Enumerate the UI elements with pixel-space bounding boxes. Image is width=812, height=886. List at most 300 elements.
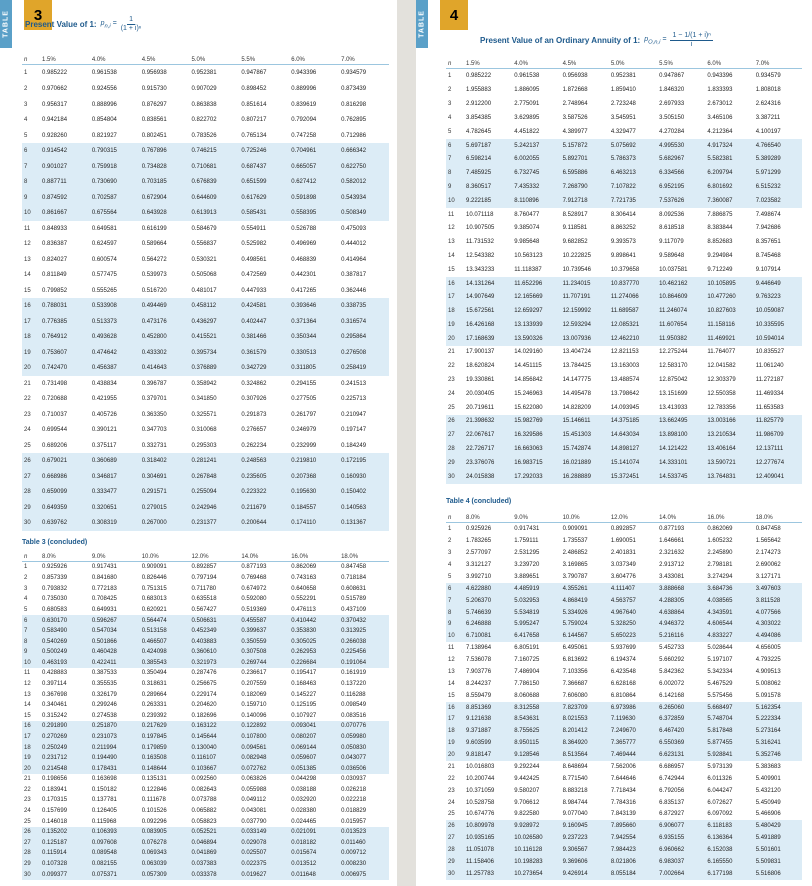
period-cell: 9 [446,180,464,194]
value-cell: 0.242946 [190,500,240,516]
value-cell: 8.201412 [561,725,609,737]
value-cell: 10.059087 [754,304,802,318]
value-cell: 0.793832 [42,585,68,592]
value-cell: 5.162354 [754,702,802,714]
value-cell: 10.837770 [609,277,657,291]
period-cell: 18 [446,725,464,737]
period-cell: 21 [448,349,455,356]
value-cell: 7.903776 [466,668,492,675]
value-cell: 0.150402 [339,484,389,500]
value-cell: 0.135202 [40,827,90,838]
period-cell: 8 [446,166,464,180]
period-cell: 23 [24,411,31,418]
value-cell: 0.082948 [239,753,289,764]
rate-column-header: 18.0% [339,553,389,562]
value-cell: 6.136364 [705,832,753,844]
value-cell: 0.712986 [341,132,367,139]
value-cell: 8.357651 [755,239,781,246]
table-row [446,166,802,180]
value-cell: 4.868419 [561,595,609,607]
value-cell: 5.534819 [512,607,560,619]
value-cell: 5.409901 [755,775,781,782]
value-cell: 8.863252 [610,225,636,232]
period-cell: 20 [446,749,464,761]
value-cell: 1.833393 [707,87,733,94]
period-cell: 25 [24,442,31,449]
value-cell: 0.767896 [140,143,190,159]
value-cell: 0.262953 [289,647,339,658]
value-cell: 2.245890 [707,550,733,557]
period-cell: 14 [448,680,455,687]
value-cell: 0.643928 [140,205,190,221]
value-cell: 7.107822 [609,180,657,194]
value-cell: 5.328250 [609,618,657,630]
value-cell: 0.847458 [341,564,367,571]
value-cell: 9.160945 [561,820,609,832]
value-cell: 12.165669 [512,290,560,304]
value-cell: 14.131264 [464,277,512,291]
value-cell: 15.146611 [561,415,609,429]
value-cell: 0.821927 [91,132,117,139]
value-cell: 0.063826 [241,776,267,783]
value-cell: 6.872927 [659,811,685,818]
value-cell: 11.652296 [512,277,560,291]
value-cell: 0.397114 [42,681,67,688]
table-row [22,827,389,838]
value-cell: 10.594014 [754,332,802,346]
value-cell: 0.496969 [291,241,317,248]
period-cell: 16 [446,702,464,714]
value-cell: 0.676839 [190,174,240,190]
period-cell: 26 [22,827,40,838]
value-cell: 16.021889 [561,456,609,470]
value-cell: 0.474642 [90,345,140,361]
value-cell: 0.255094 [190,484,240,500]
value-cell: 5.877455 [705,737,753,749]
table-row [446,607,802,619]
value-cell: 13.151699 [659,390,688,397]
value-cell: 1.735537 [562,538,588,545]
value-cell: 6.742944 [659,775,685,782]
value-cell: 0.125195 [291,702,317,709]
value-cell: 4.833227 [705,630,753,642]
value-cell: 8.110896 [512,194,560,208]
value-cell: 7.249670 [609,725,657,737]
table-row [22,236,389,252]
value-cell: 5.575456 [707,692,733,699]
table-row [446,713,802,725]
value-cell: 0.679021 [40,453,90,469]
value-cell: 6.810864 [610,692,636,699]
value-cell: 6.044247 [707,787,733,794]
value-cell: 0.985222 [42,70,68,77]
value-cell: 10.198283 [512,856,560,868]
value-cell: 0.649359 [40,500,90,516]
period-cell: 23 [448,787,455,794]
value-cell: 9.928972 [512,820,560,832]
period-cell: 28 [446,844,464,856]
value-cell: 0.145644 [190,732,240,743]
value-cell: 6.960662 [657,844,705,856]
value-cell: 0.239392 [141,712,167,719]
value-cell: 0.191064 [339,658,389,669]
value-cell: 0.030937 [341,776,367,783]
value-cell: 0.320651 [90,500,140,516]
value-cell: 0.037790 [241,818,267,825]
value-cell: 0.107328 [40,859,90,870]
value-cell: 0.433302 [140,345,190,361]
value-cell: 2.486852 [562,550,588,557]
period-cell: 7 [22,626,40,637]
value-cell: 0.649581 [91,225,117,232]
value-cell: 9.426914 [561,868,609,880]
value-cell: 0.137220 [341,681,367,688]
rate-column-header: 18.0% [754,514,802,523]
table-row [446,304,802,318]
table-row [446,583,802,595]
value-cell: 0.107927 [291,712,317,719]
value-cell: 0.281241 [190,453,240,469]
value-cell: 10.026580 [512,832,560,844]
period-cell: 20 [446,332,464,346]
value-cell: 16.663063 [512,442,560,456]
value-cell: 4.793225 [755,657,781,664]
period-cell: 27 [446,832,464,844]
table-row [22,438,389,454]
table-row [22,143,389,159]
value-cell: 0.851614 [241,101,267,108]
value-cell: 8.618518 [659,225,685,232]
value-cell: 7.843139 [610,811,636,818]
table-row [446,139,802,153]
value-cell: 1.646661 [659,538,685,545]
value-cell: 0.370432 [339,615,389,626]
rate-column-header: 6.0% [705,60,753,69]
table-row [22,97,389,113]
value-cell: 6.144567 [561,630,609,642]
value-cell: 0.236617 [241,670,267,677]
value-cell: 0.567427 [191,606,217,613]
value-cell: 0.172195 [339,453,389,469]
table-row [446,69,802,84]
value-cell: 0.207559 [241,681,267,688]
value-cell: 17.168639 [464,332,512,346]
value-cell: 7.360087 [705,194,753,208]
value-cell: 7.721735 [609,194,657,208]
value-cell: 5.242137 [512,139,560,153]
value-cell: 0.318631 [141,681,167,688]
value-cell: 0.387817 [341,272,367,279]
period-cell: 22 [24,396,31,403]
value-cell: 4.485919 [512,583,560,595]
period-cell: 23 [24,797,31,804]
table-row [446,654,802,666]
value-cell: 5.928841 [705,749,753,761]
period-cell: 10 [446,194,464,208]
value-cell: 0.924556 [91,86,117,93]
period-cell: 24 [448,799,455,806]
period-cell: 13 [24,256,31,263]
table-row [446,125,802,139]
value-cell: 6.973986 [609,702,657,714]
table-row [22,128,389,144]
value-cell: 13.413933 [659,404,688,411]
value-cell: 7.268790 [561,180,609,194]
value-cell: 5.682967 [657,152,705,166]
value-cell: 0.627412 [289,174,339,190]
value-cell: 3.604776 [610,573,636,580]
value-cell: 0.475093 [341,225,367,232]
value-cell: 0.438834 [91,380,117,387]
table-row [446,595,802,607]
value-cell: 10.809978 [464,820,512,832]
rate-column-header: 5.0% [190,56,240,65]
value-cell: 11.272187 [755,377,784,384]
value-cell: 6.334566 [657,166,705,180]
value-cell: 0.952381 [610,73,636,80]
table-row [22,869,389,880]
value-cell: 0.367698 [42,691,68,698]
period-cell: 18 [22,742,40,753]
value-cell: 0.376889 [190,360,240,376]
value-cell: 0.762895 [341,117,367,124]
period-column-header: n [22,553,40,562]
table-row [22,562,389,573]
value-cell: 6.467420 [657,725,705,737]
value-cell: 5.342334 [707,668,733,675]
rate-column-header: 9.0% [90,553,140,562]
value-cell: 6.710081 [464,630,512,642]
value-cell: 0.026218 [341,786,367,793]
value-cell: 8.528917 [562,211,588,218]
value-cell: 0.330513 [289,345,339,361]
value-cell: 7.138964 [466,645,492,652]
value-cell: 0.494469 [140,298,190,314]
value-cell: 0.069144 [289,742,339,753]
table-row [22,647,389,658]
value-cell: 9.117079 [659,239,684,246]
period-cell: 7 [446,152,464,166]
value-cell: 0.111678 [141,797,166,804]
period-cell: 18 [22,329,40,345]
value-cell: 5.452733 [659,645,685,652]
value-cell: 10.222825 [562,252,591,259]
value-cell: 8.851369 [464,702,512,714]
table-row [22,65,389,82]
value-cell: 5.697187 [464,139,512,153]
value-cell: 0.558395 [289,205,339,221]
period-cell: 3 [448,550,452,557]
value-cell: 9.385074 [514,225,540,232]
value-cell: 6.177198 [705,868,753,880]
value-cell: 6.209794 [705,166,753,180]
table-row [22,314,389,330]
value-cell: 0.613913 [190,205,240,221]
value-cell: 12.659297 [512,304,560,318]
period-cell: 17 [446,713,464,725]
value-cell: 0.063039 [140,859,190,870]
value-cell: 10.528758 [466,799,495,806]
rate-column-header: 10.0% [561,514,609,523]
value-cell: 9.128546 [512,749,560,761]
value-cell: 15.141074 [609,456,657,470]
value-cell: 0.248563 [239,453,289,469]
value-cell: 24.015838 [464,470,512,484]
period-cell: 21 [448,763,455,770]
value-cell: 0.195630 [289,484,339,500]
value-cell: 9.985648 [514,239,540,246]
value-cell: 0.353830 [289,626,339,637]
value-cell: 0.687437 [239,159,289,175]
value-cell: 0.644609 [190,190,240,206]
value-cell: 10.116128 [512,844,560,856]
value-cell: 0.258419 [339,360,389,376]
value-cell: 0.340461 [42,702,68,709]
value-cell: 0.059980 [339,732,389,743]
value-cell: 0.015957 [341,818,367,825]
value-cell: 0.225456 [339,647,389,658]
value-cell: 0.163122 [190,721,240,732]
value-cell: 5.450949 [755,799,781,806]
value-cell: 0.447933 [241,287,267,294]
value-cell: 13.798642 [610,390,640,397]
value-cell: 3.387211 [755,114,781,121]
value-cell: 0.943396 [707,73,733,80]
rate-column-header: 4.5% [140,56,190,65]
value-cell: 0.743163 [291,575,317,582]
value-cell: 1.955883 [466,87,492,94]
value-cell: 10.674776 [466,811,495,818]
value-cell: 0.241513 [341,380,367,387]
value-cell: 11.950382 [657,332,705,346]
value-cell: 0.589664 [141,241,167,248]
present-value-table [22,56,389,531]
table-row [446,456,802,470]
table-row [446,235,802,249]
value-cell: 0.025507 [239,848,289,859]
value-cell: 0.276508 [339,345,389,361]
value-cell: 16.983715 [512,456,560,470]
value-cell: 0.874592 [40,190,90,206]
table-row [22,112,389,128]
period-cell: 13 [24,691,31,698]
value-cell: 5.028644 [707,645,733,652]
value-cell: 6.118183 [705,820,753,832]
rate-column-header: 6.0% [289,56,339,65]
table-4-concluded-title: Table 4 (concluded) [446,498,512,505]
period-cell: 4 [448,562,452,569]
value-cell: 4.343591 [705,607,753,619]
value-cell: 1.565642 [755,538,781,545]
table-title [480,32,713,49]
value-cell: 0.346817 [90,469,140,485]
value-cell: 0.097608 [90,837,140,848]
period-cell: 12 [448,657,455,664]
value-cell: 0.226684 [289,658,339,669]
value-cell: 0.396787 [141,380,167,387]
value-cell: 3.545951 [610,114,636,121]
value-cell: 0.107800 [239,732,289,743]
value-cell: 11.234015 [561,277,609,291]
value-cell: 0.381466 [239,329,289,345]
value-cell: 11.653583 [755,404,784,411]
period-cell: 15 [448,692,455,699]
value-cell: 0.822702 [191,117,217,124]
period-cell: 6 [22,143,40,159]
value-cell: 0.073788 [191,797,217,804]
value-cell: 0.892857 [191,564,217,571]
value-cell: 7.823709 [561,702,609,714]
value-cell: 0.341850 [191,396,217,403]
value-cell: 0.493628 [90,329,140,345]
table-3-top [22,56,389,531]
value-cell: 0.194490 [90,753,140,764]
value-cell: 0.137781 [91,797,117,804]
value-cell: 0.019627 [239,869,289,880]
value-cell: 0.582012 [339,174,389,190]
period-cell: 16 [446,277,464,291]
value-cell: 0.390121 [91,427,117,434]
value-cell: 0.131367 [339,515,389,531]
value-cell: 0.157699 [42,807,68,814]
value-cell: 0.266038 [339,636,389,647]
value-cell: 0.223322 [239,484,289,500]
period-cell: 12 [448,225,455,232]
table-row [446,97,802,111]
side-tab-label: TABLE [418,10,426,38]
value-cell: 6.952195 [657,180,705,194]
value-cell: 8.648694 [562,763,588,770]
value-cell: 10.835527 [755,349,785,356]
value-cell: 0.402447 [239,314,289,330]
value-cell: 0.635518 [191,596,217,603]
value-cell: 0.708425 [91,596,117,603]
value-cell: 6.595886 [561,166,609,180]
value-cell: 0.270269 [40,732,90,743]
period-cell: 11 [448,645,455,652]
value-cell: 0.295864 [339,329,389,345]
table-row [22,615,389,626]
value-cell: 16.329586 [512,428,560,442]
value-cell: 0.250249 [40,742,90,753]
value-cell: 0.909091 [562,526,588,533]
value-cell: 7.606080 [562,692,588,699]
value-cell: 0.307508 [239,647,289,658]
period-cell: 10 [22,205,40,221]
value-cell: 0.211994 [90,742,140,753]
value-cell: 6.801692 [705,180,753,194]
value-cell: 0.332731 [141,442,167,449]
value-cell: 0.764912 [40,329,90,345]
period-cell: 3 [24,101,28,108]
table-row [22,422,389,438]
value-cell: 0.069343 [140,848,190,859]
table-row [446,180,802,194]
value-cell: 0.956938 [562,73,588,80]
value-cell: 0.704961 [289,143,339,159]
value-cell: 0.076278 [140,837,190,848]
value-cell: 8.771540 [562,775,588,782]
table-row [446,618,802,630]
period-cell: 28 [22,484,40,500]
value-cell: 0.907029 [191,86,217,93]
value-cell: 5.650223 [609,630,657,642]
period-cell: 27 [446,428,464,442]
value-cell: 0.892857 [610,526,636,533]
value-cell: 0.556837 [191,241,217,248]
period-cell: 29 [22,500,40,516]
value-cell: 0.310068 [191,427,217,434]
